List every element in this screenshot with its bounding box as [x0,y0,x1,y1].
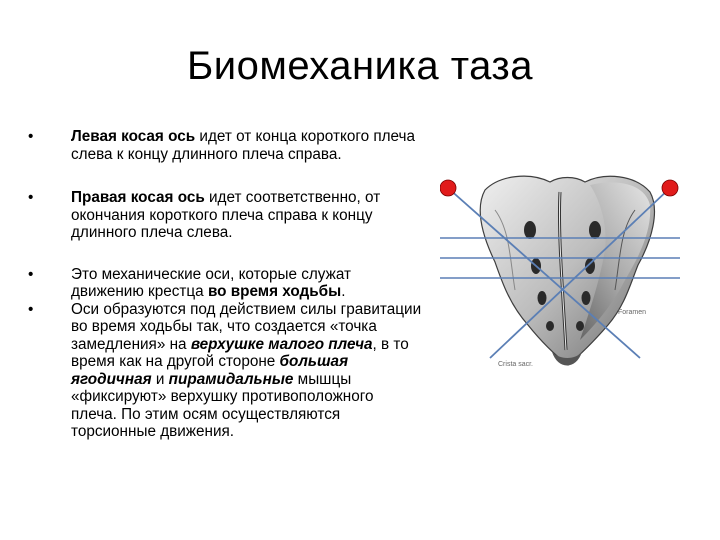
sacrum-figure [440,170,690,400]
bold-term: Правая косая ось [71,189,205,206]
foramen [589,221,601,239]
sacrum-illustration [440,170,690,400]
bullet-body: , в то время как на другой стороне [71,335,409,370]
figure-caption-right: Foramen [618,309,647,316]
bullet-text [71,266,423,301]
bullet-list [28,128,423,441]
foramen [582,291,591,305]
bullet-body: . [341,283,346,300]
right-axis-marker [662,180,678,196]
foramen [524,221,536,239]
bullet-text [71,128,423,163]
bold-term: Левая косая ось [71,128,196,145]
slide-title: Биомеханика таза [187,44,533,88]
figure-caption-left: Crista sacr. [498,361,534,368]
bullet-item-left-axis [28,128,423,163]
bullet-item-right-axis [28,189,423,242]
bold-italic-term: верхушке малого плеча [190,335,373,353]
bullet-body: мышцы «фиксируют» верхушку противоположного плеча. По этим осям осуществляются торсионные движения. [71,370,374,440]
bullet-item-gravity [28,301,423,441]
bold-italic-term: большая ягодичная [71,353,349,388]
foramen [538,291,547,305]
bullet-body: Оси образуются под действием силы гравитации во время ходьбы так, что создается «точка замедления» на [71,300,422,353]
bullet-text [71,301,423,441]
bullet-item-mechanical-axes [28,266,423,301]
bullet-marker: • [28,189,34,206]
bullet-marker: • [28,300,34,318]
bullet-body: идет соответственно, от окончания короткого плеча справа к концу длинного плеча слева. [71,189,381,241]
bullet-body: и [151,370,169,388]
bold-term: во время ходьбы [207,283,342,300]
bullet-marker: • [28,265,34,283]
left-axis-marker [440,180,456,196]
bullet-body: Это механические оси, которые служат движению крестца [71,265,352,300]
foramen [576,321,584,331]
foramen [546,321,554,331]
bullet-text [71,189,423,242]
bullet-body: идет от конца короткого плеча слева к концу длинного плеча справа. [71,128,416,163]
bold-italic-term: пирамидальные [168,370,294,388]
bullet-marker: • [28,128,34,145]
